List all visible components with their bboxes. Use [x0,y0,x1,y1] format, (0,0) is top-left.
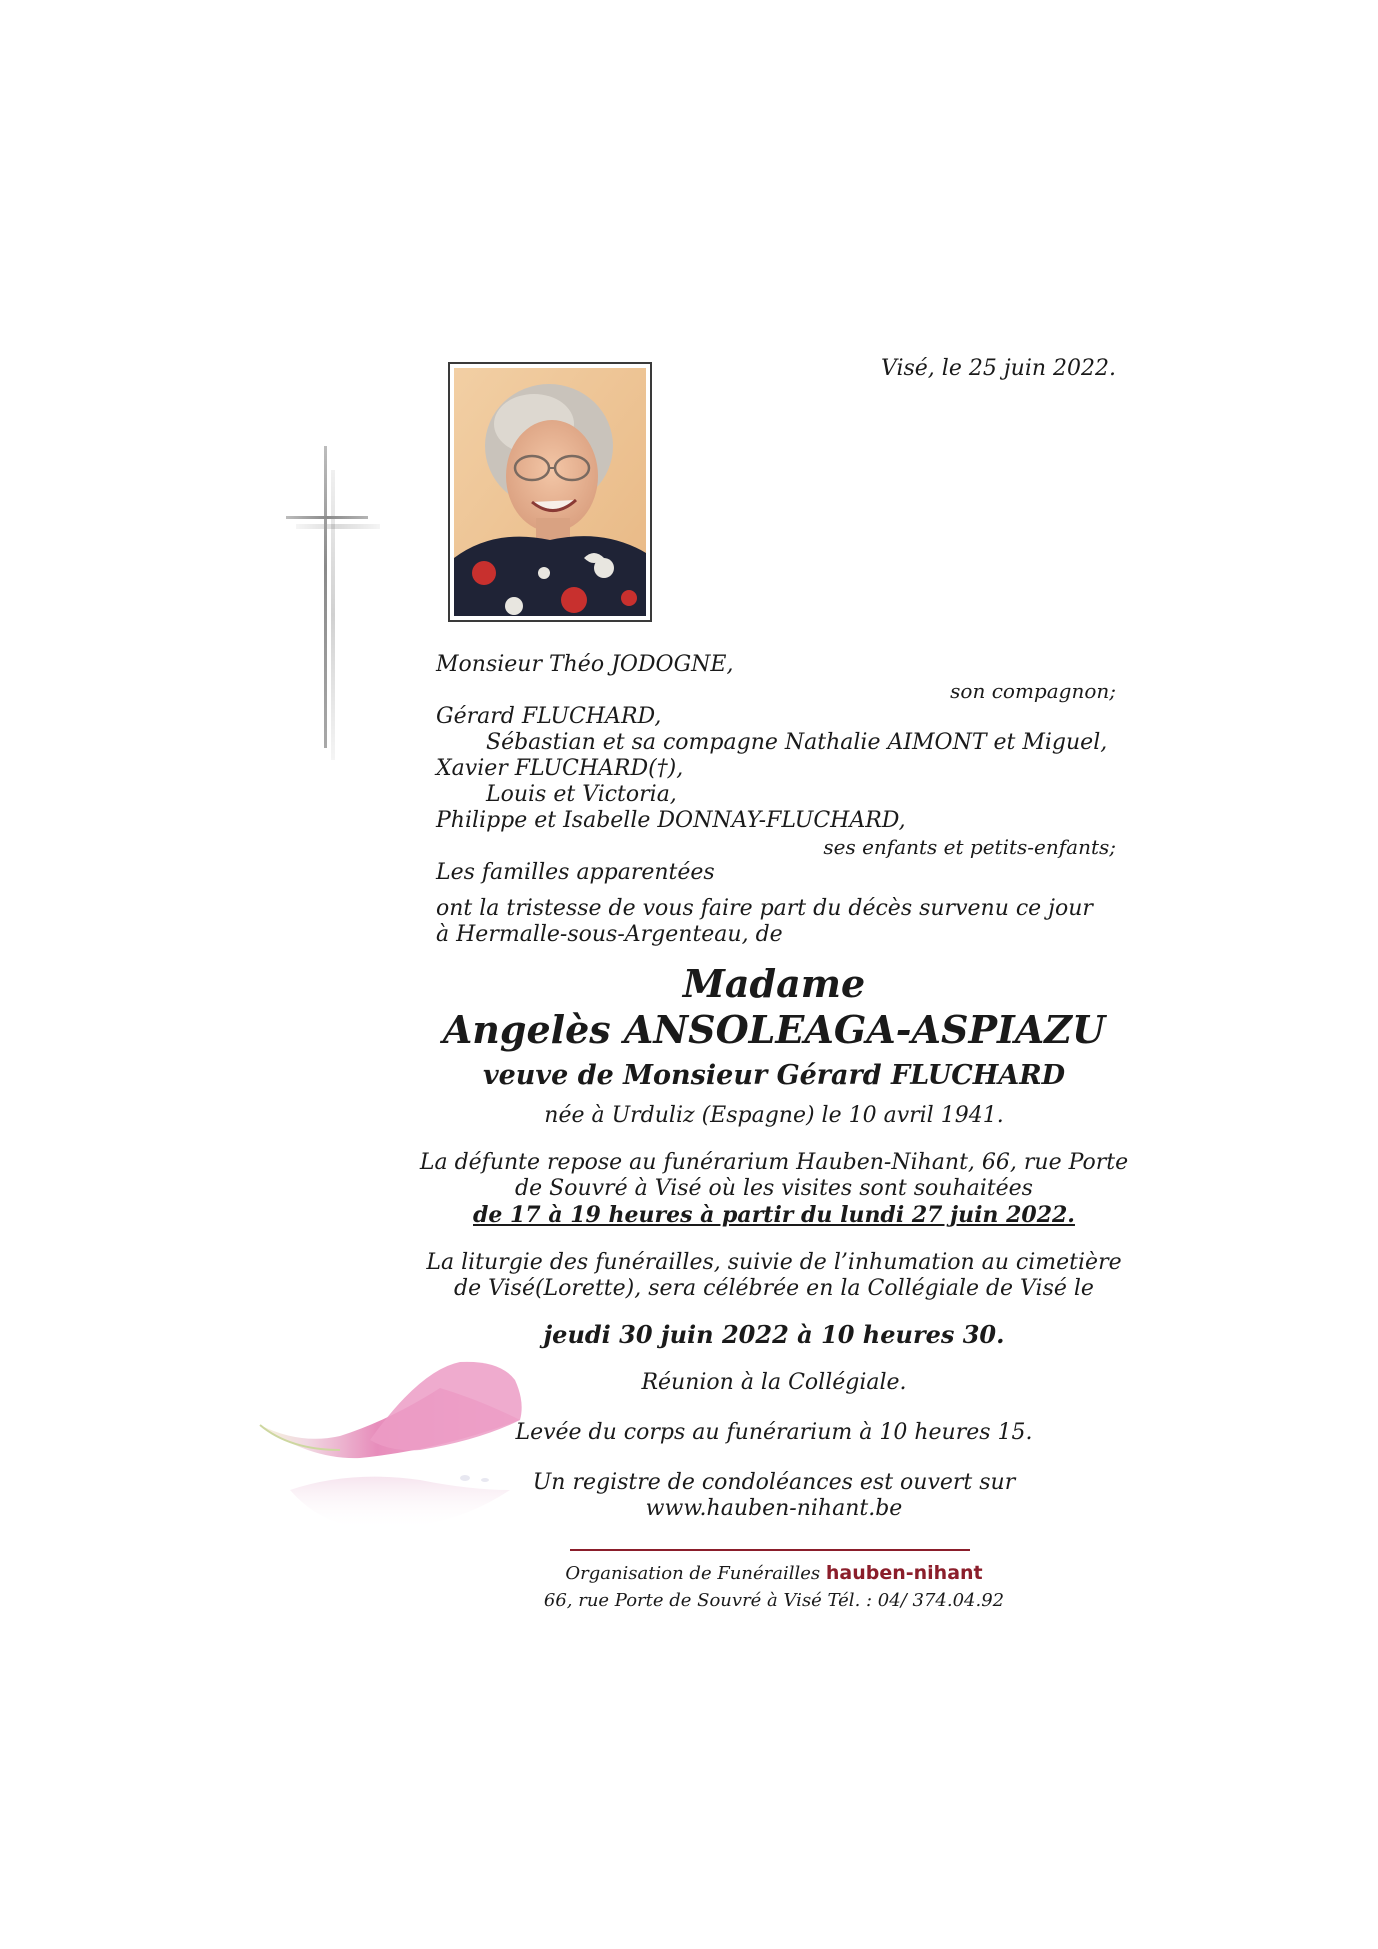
child-line: Philippe et Isabelle DONNAY-FLUCHARD, [436,808,906,833]
announcement-line: ont la tristesse de vous faire part du décès survenu ce jour [436,896,1093,921]
announcement-line: à Hermalle-sous-Argenteau, de [436,922,783,947]
place-date: Visé, le 25 juin 2022. [880,356,1116,381]
footer-separator [570,1549,970,1551]
footer-address: 66, rue Porte de Souvré à Visé Tél. : 04/ 374.04.92 [543,1590,1005,1611]
companion-role: son compagnon; [950,679,1116,703]
grandchild-line: Louis et Victoria, [486,782,677,807]
deceased-title: Madame [682,961,866,1006]
brand-logo: hauben-nihant [825,1562,983,1584]
visits-hours: de 17 à 19 heures à partir du lundi 27 juin 2022. [473,1202,1075,1228]
relatives: Les familles apparentées [436,860,715,885]
grandchild-line: Sébastian et sa compagne Nathalie AIMONT et Miguel, [486,730,1108,755]
child-line: Gérard FLUCHARD, [436,704,662,729]
child-line: Xavier FLUCHARD(†), [436,756,684,781]
funeral-datetime: jeudi 30 juin 2022 à 10 heures 30. [543,1320,1005,1349]
children-role: ses enfants et petits-enfants; [823,835,1116,859]
funeral-line: de Visé(Lorette), sera célébrée en la Collégiale de Visé le [454,1276,1094,1301]
visits-line: La défunte repose au funérarium Hauben-Nihant, 66, rue Porte [419,1150,1129,1175]
funeral-line: La liturgie des funérailles, suivie de l’inhumation au cimetière [426,1250,1122,1275]
visits-line: de Souvré à Visé où les visites sont souhaitées [515,1176,1033,1201]
portrait-photo [448,362,652,622]
birth-info: née à Urduliz (Espagne) le 10 avril 1941. [544,1103,1004,1128]
companion-name: Monsieur Théo JODOGNE, [436,652,734,677]
deceased-name: Angelès ANSOLEAGA-ASPIAZU [442,1007,1106,1052]
footer-label: Organisation de Funérailles [565,1563,821,1584]
petal-icon [250,1340,560,1590]
registry-url: www.hauben-nihant.be [645,1496,903,1521]
widow-of: veuve de Monsieur Gérard FLUCHARD [482,1060,1066,1091]
footer-organisation [374,1560,1174,1587]
body-departure: Levée du corps au funérarium à 10 heures 15. [515,1420,1033,1445]
registry-line: Un registre de condoléances est ouvert sur [532,1470,1016,1495]
meeting-place: Réunion à la Collégiale. [641,1370,907,1395]
